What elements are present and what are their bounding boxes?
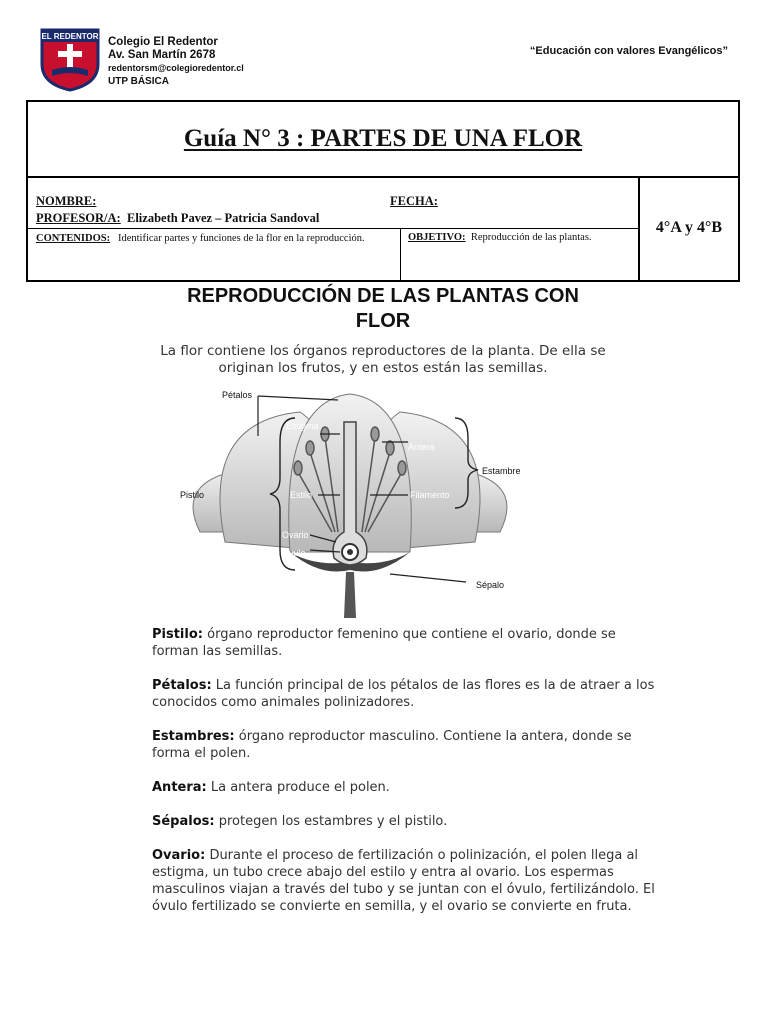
- label-estilo: Estilo: [290, 490, 313, 500]
- school-department: UTP BÁSICA: [108, 76, 169, 87]
- label-petalos: Pétalos: [222, 390, 253, 400]
- contenidos-label: CONTENIDOS:: [36, 233, 111, 244]
- objetivo-value: Reproducción de las plantas.: [470, 232, 592, 243]
- intro-line-1: La flor contiene los órganos reproductores de la planta. De ella se: [160, 343, 606, 359]
- definition-term: Antera:: [152, 780, 207, 795]
- definition-text: órgano reproductor femenino que contiene el ovario, donde se forman las semillas.: [152, 627, 616, 659]
- guide-info: [28, 176, 640, 280]
- school-info: [108, 36, 244, 88]
- definition-term: Estambres:: [152, 729, 235, 744]
- definition-term: Ovario:: [152, 848, 206, 863]
- definition-text: órgano reproductor masculino. Contiene la antera, donde se forma el polen.: [152, 729, 632, 761]
- label-filamento: Filamento: [410, 490, 450, 500]
- definition-item: [152, 779, 664, 796]
- contenidos-value: Identificar partes y funciones de la flor en la reproducción.: [117, 233, 365, 244]
- title-row: [28, 102, 738, 178]
- nombre-label: NOMBRE:: [36, 194, 97, 208]
- objetivo: [408, 232, 592, 243]
- definition-term: Pistilo:: [152, 627, 203, 642]
- label-sepalo: Sépalo: [476, 580, 505, 590]
- definition-item: [152, 677, 664, 711]
- definition-item: [152, 847, 664, 915]
- contenidos: [36, 232, 394, 245]
- divider-vertical: [400, 228, 401, 280]
- label-antera: Antera: [408, 442, 435, 452]
- divider: [28, 228, 638, 229]
- definition-item: [152, 626, 664, 660]
- label-ovulo: Óvulo: [282, 548, 306, 558]
- main-heading: [120, 284, 646, 334]
- flower-diagram: [170, 382, 550, 622]
- heading-line-2: FLOR: [355, 310, 411, 332]
- definition-text: La función principal de los pétalos de las flores es la de atraer a los conocidos como animales polinizadores.: [152, 678, 655, 710]
- intro-text: [110, 343, 656, 377]
- profesor-label: PROFESOR/A:: [36, 211, 121, 225]
- grade-cell: 4°A y 4°B: [655, 219, 723, 236]
- definition-term: Pétalos:: [152, 678, 212, 693]
- guide-title: Guía N° 3 : PARTES DE UNA FLOR: [183, 125, 583, 152]
- intro-line-2: originan los frutos, y en estos están las semillas.: [218, 360, 548, 376]
- profesor-value: Elizabeth Pavez – Patricia Sandoval: [126, 211, 320, 225]
- definitions-list: [152, 626, 664, 932]
- label-pistilo: Pistilo: [180, 490, 205, 500]
- school-email: redentorsm@colegioredentor.cl: [108, 63, 244, 73]
- heading-line-1: REPRODUCCIÓN DE LAS PLANTAS CON: [187, 285, 579, 307]
- definition-text: protegen los estambres y el pistilo.: [218, 814, 448, 829]
- school-motto: “Educación con valores Evangélicos”: [529, 45, 728, 57]
- logo-text: EL REDENTOR: [41, 32, 99, 41]
- definition-item: [152, 813, 664, 830]
- label-estambre: Estambre: [482, 466, 521, 476]
- definition-term: Sépalos:: [152, 814, 215, 829]
- profesor-line: [36, 211, 319, 226]
- label-ovario: Ovario: [282, 530, 309, 540]
- school-logo: [38, 26, 102, 92]
- stem: [344, 572, 356, 618]
- school-address: Av. San Martín 2678: [108, 49, 216, 61]
- definition-text: Durante el proceso de fertilización o polinización, el polen llega al estigma, un tubo crece abajo del estilo y entra al ovario. Los espermas masculinos viajan a través del tubo y se juntan con el óvulo, fertilizándolo. El óvulo fertilizado se convierte en semilla, y el ovario se convierte en fruta.: [152, 848, 655, 914]
- objetivo-label: OBJETIVO:: [408, 232, 466, 243]
- definition-item: [152, 728, 664, 762]
- school-name: Colegio El Redentor: [108, 36, 218, 48]
- label-estigma: Estigma: [286, 421, 319, 431]
- guide-header-box: [26, 100, 740, 282]
- definition-text: La antera produce el polen.: [210, 780, 390, 795]
- fecha-label: FECHA:: [390, 194, 438, 208]
